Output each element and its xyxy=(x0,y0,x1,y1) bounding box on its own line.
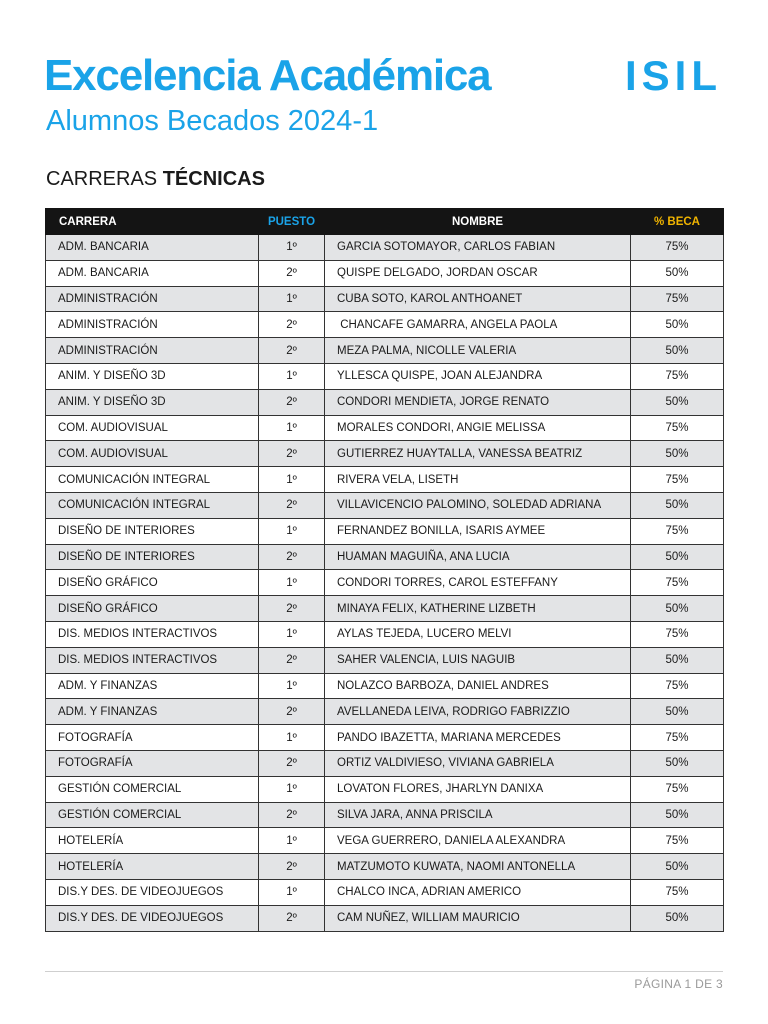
cell-beca: 75% xyxy=(631,467,724,493)
cell-puesto: 2º xyxy=(259,338,325,364)
cell-carrera: ADMINISTRACIÓN xyxy=(46,286,259,312)
cell-puesto: 1º xyxy=(259,467,325,493)
table-row xyxy=(46,518,724,544)
cell-nombre: CONDORI MENDIETA, JORGE RENATO xyxy=(325,389,631,415)
cell-carrera: GESTIÓN COMERCIAL xyxy=(46,802,259,828)
cell-beca: 75% xyxy=(631,570,724,596)
cell-carrera: DIS.Y DES. DE VIDEOJUEGOS xyxy=(46,905,259,931)
cell-nombre: CUBA SOTO, KAROL ANTHOANET xyxy=(325,286,631,312)
cell-carrera: HOTELERÍA xyxy=(46,854,259,880)
cell-carrera: ANIM. Y DISEÑO 3D xyxy=(46,389,259,415)
cell-puesto: 2º xyxy=(259,905,325,931)
cell-nombre: HUAMAN MAGUIÑA, ANA LUCIA xyxy=(325,544,631,570)
cell-puesto: 1º xyxy=(259,673,325,699)
cell-puesto: 2º xyxy=(259,596,325,622)
cell-beca: 75% xyxy=(631,286,724,312)
cell-carrera: ADMINISTRACIÓN xyxy=(46,312,259,338)
table-row xyxy=(46,725,724,751)
table-row xyxy=(46,828,724,854)
table-body xyxy=(46,235,724,932)
cell-puesto: 2º xyxy=(259,312,325,338)
cell-puesto: 2º xyxy=(259,854,325,880)
cell-beca: 75% xyxy=(631,518,724,544)
cell-nombre: VEGA GUERRERO, DANIELA ALEXANDRA xyxy=(325,828,631,854)
cell-beca: 50% xyxy=(631,389,724,415)
cell-puesto: 1º xyxy=(259,570,325,596)
cell-carrera: ADM. BANCARIA xyxy=(46,235,259,261)
cell-nombre: CHALCO INCA, ADRIAN AMERICO xyxy=(325,879,631,905)
cell-carrera: DISEÑO DE INTERIORES xyxy=(46,518,259,544)
cell-puesto: 1º xyxy=(259,776,325,802)
cell-beca: 50% xyxy=(631,312,724,338)
cell-beca: 50% xyxy=(631,492,724,518)
cell-beca: 50% xyxy=(631,699,724,725)
cell-carrera: COM. AUDIOVISUAL xyxy=(46,415,259,441)
cell-puesto: 1º xyxy=(259,621,325,647)
cell-carrera: DISEÑO GRÁFICO xyxy=(46,570,259,596)
cell-puesto: 1º xyxy=(259,286,325,312)
cell-nombre: FERNANDEZ BONILLA, ISARIS AYMEE xyxy=(325,518,631,544)
cell-nombre: GUTIERREZ HUAYTALLA, VANESSA BEATRIZ xyxy=(325,441,631,467)
cell-puesto: 1º xyxy=(259,235,325,261)
cell-puesto: 1º xyxy=(259,828,325,854)
cell-nombre: MEZA PALMA, NICOLLE VALERIA xyxy=(325,338,631,364)
table-row xyxy=(46,596,724,622)
table-row xyxy=(46,441,724,467)
section-heading-prefix: CARRERAS xyxy=(46,168,163,190)
cell-puesto: 1º xyxy=(259,415,325,441)
column-header-nombre: NOMBRE xyxy=(325,209,631,235)
cell-puesto: 2º xyxy=(259,260,325,286)
cell-carrera: FOTOGRAFÍA xyxy=(46,725,259,751)
table-row xyxy=(46,879,724,905)
cell-beca: 75% xyxy=(631,363,724,389)
cell-beca: 75% xyxy=(631,673,724,699)
cell-carrera: HOTELERÍA xyxy=(46,828,259,854)
cell-beca: 50% xyxy=(631,647,724,673)
cell-carrera: ADMINISTRACIÓN xyxy=(46,338,259,364)
cell-carrera: FOTOGRAFÍA xyxy=(46,750,259,776)
cell-puesto: 2º xyxy=(259,441,325,467)
cell-carrera: ADM. Y FINANZAS xyxy=(46,699,259,725)
cell-beca: 75% xyxy=(631,621,724,647)
table-row xyxy=(46,492,724,518)
cell-beca: 50% xyxy=(631,854,724,880)
cell-beca: 75% xyxy=(631,879,724,905)
cell-beca: 50% xyxy=(631,338,724,364)
page-number: PÁGINA 1 DE 3 xyxy=(634,977,723,991)
cell-beca: 75% xyxy=(631,725,724,751)
cell-puesto: 2º xyxy=(259,802,325,828)
cell-nombre: SAHER VALENCIA, LUIS NAGUIB xyxy=(325,647,631,673)
table-row xyxy=(46,905,724,931)
scholarship-table xyxy=(45,208,724,932)
cell-carrera: GESTIÓN COMERCIAL xyxy=(46,776,259,802)
cell-carrera: DIS. MEDIOS INTERACTIVOS xyxy=(46,621,259,647)
cell-nombre: LOVATON FLORES, JHARLYN DANIXA xyxy=(325,776,631,802)
table-row xyxy=(46,673,724,699)
table-row xyxy=(46,389,724,415)
cell-puesto: 2º xyxy=(259,492,325,518)
cell-carrera: COMUNICACIÓN INTEGRAL xyxy=(46,467,259,493)
column-header-puesto: PUESTO xyxy=(259,209,325,235)
table-header-row xyxy=(46,209,724,235)
cell-nombre: GARCIA SOTOMAYOR, CARLOS FABIAN xyxy=(325,235,631,261)
table-row xyxy=(46,363,724,389)
cell-carrera: COMUNICACIÓN INTEGRAL xyxy=(46,492,259,518)
cell-nombre: MINAYA FELIX, KATHERINE LIZBETH xyxy=(325,596,631,622)
table-row xyxy=(46,544,724,570)
page-title: Excelencia Académica xyxy=(44,51,491,100)
cell-puesto: 1º xyxy=(259,725,325,751)
table-row xyxy=(46,415,724,441)
cell-carrera: DISEÑO GRÁFICO xyxy=(46,596,259,622)
table-row xyxy=(46,338,724,364)
cell-beca: 50% xyxy=(631,905,724,931)
cell-puesto: 2º xyxy=(259,699,325,725)
table-row xyxy=(46,312,724,338)
cell-puesto: 1º xyxy=(259,879,325,905)
cell-nombre: CONDORI TORRES, CAROL ESTEFFANY xyxy=(325,570,631,596)
cell-puesto: 2º xyxy=(259,647,325,673)
cell-nombre: NOLAZCO BARBOZA, DANIEL ANDRES xyxy=(325,673,631,699)
table-row xyxy=(46,854,724,880)
cell-carrera: DISEÑO DE INTERIORES xyxy=(46,544,259,570)
cell-nombre: SILVA JARA, ANNA PRISCILA xyxy=(325,802,631,828)
cell-nombre: CAM NUÑEZ, WILLIAM MAURICIO xyxy=(325,905,631,931)
cell-beca: 50% xyxy=(631,750,724,776)
cell-nombre: MORALES CONDORI, ANGIE MELISSA xyxy=(325,415,631,441)
column-header-beca: % BECA xyxy=(631,209,724,235)
cell-carrera: COM. AUDIOVISUAL xyxy=(46,441,259,467)
cell-beca: 50% xyxy=(631,596,724,622)
table-row xyxy=(46,260,724,286)
cell-nombre: AYLAS TEJEDA, LUCERO MELVI xyxy=(325,621,631,647)
cell-beca: 75% xyxy=(631,235,724,261)
cell-carrera: ADM. BANCARIA xyxy=(46,260,259,286)
cell-puesto: 2º xyxy=(259,544,325,570)
cell-carrera: DIS. MEDIOS INTERACTIVOS xyxy=(46,647,259,673)
cell-nombre: RIVERA VELA, LISETH xyxy=(325,467,631,493)
cell-puesto: 1º xyxy=(259,518,325,544)
cell-nombre: QUISPE DELGADO, JORDAN OSCAR xyxy=(325,260,631,286)
cell-beca: 50% xyxy=(631,441,724,467)
cell-puesto: 2º xyxy=(259,389,325,415)
cell-carrera: DIS.Y DES. DE VIDEOJUEGOS xyxy=(46,879,259,905)
table-row xyxy=(46,286,724,312)
cell-beca: 50% xyxy=(631,260,724,286)
section-heading xyxy=(46,166,265,192)
cell-beca: 50% xyxy=(631,544,724,570)
cell-beca: 75% xyxy=(631,415,724,441)
isil-logo: ISIL xyxy=(624,52,722,99)
table-row xyxy=(46,750,724,776)
cell-puesto: 2º xyxy=(259,750,325,776)
cell-nombre: VILLAVICENCIO PALOMINO, SOLEDAD ADRIANA xyxy=(325,492,631,518)
page-subtitle: Alumnos Becados 2024-1 xyxy=(46,105,379,137)
cell-puesto: 1º xyxy=(259,363,325,389)
table-row xyxy=(46,621,724,647)
cell-nombre: MATZUMOTO KUWATA, NAOMI ANTONELLA xyxy=(325,854,631,880)
cell-carrera: ADM. Y FINANZAS xyxy=(46,673,259,699)
table-row xyxy=(46,802,724,828)
cell-beca: 75% xyxy=(631,776,724,802)
cell-nombre: ORTIZ VALDIVIESO, VIVIANA GABRIELA xyxy=(325,750,631,776)
table-row xyxy=(46,776,724,802)
cell-nombre: PANDO IBAZETTA, MARIANA MERCEDES xyxy=(325,725,631,751)
cell-nombre: AVELLANEDA LEIVA, RODRIGO FABRIZZIO xyxy=(325,699,631,725)
cell-carrera: ANIM. Y DISEÑO 3D xyxy=(46,363,259,389)
section-heading-emphasis: TÉCNICAS xyxy=(162,168,265,190)
table-row xyxy=(46,467,724,493)
table-row xyxy=(46,699,724,725)
cell-beca: 50% xyxy=(631,802,724,828)
cell-nombre: YLLESCA QUISPE, JOAN ALEJANDRA xyxy=(325,363,631,389)
table-row xyxy=(46,235,724,261)
column-header-carrera: CARRERA xyxy=(46,209,259,235)
cell-beca: 75% xyxy=(631,828,724,854)
footer-divider xyxy=(45,971,723,972)
table-row xyxy=(46,570,724,596)
cell-nombre: CHANCAFE GAMARRA, ANGELA PAOLA xyxy=(325,312,631,338)
table-row xyxy=(46,647,724,673)
